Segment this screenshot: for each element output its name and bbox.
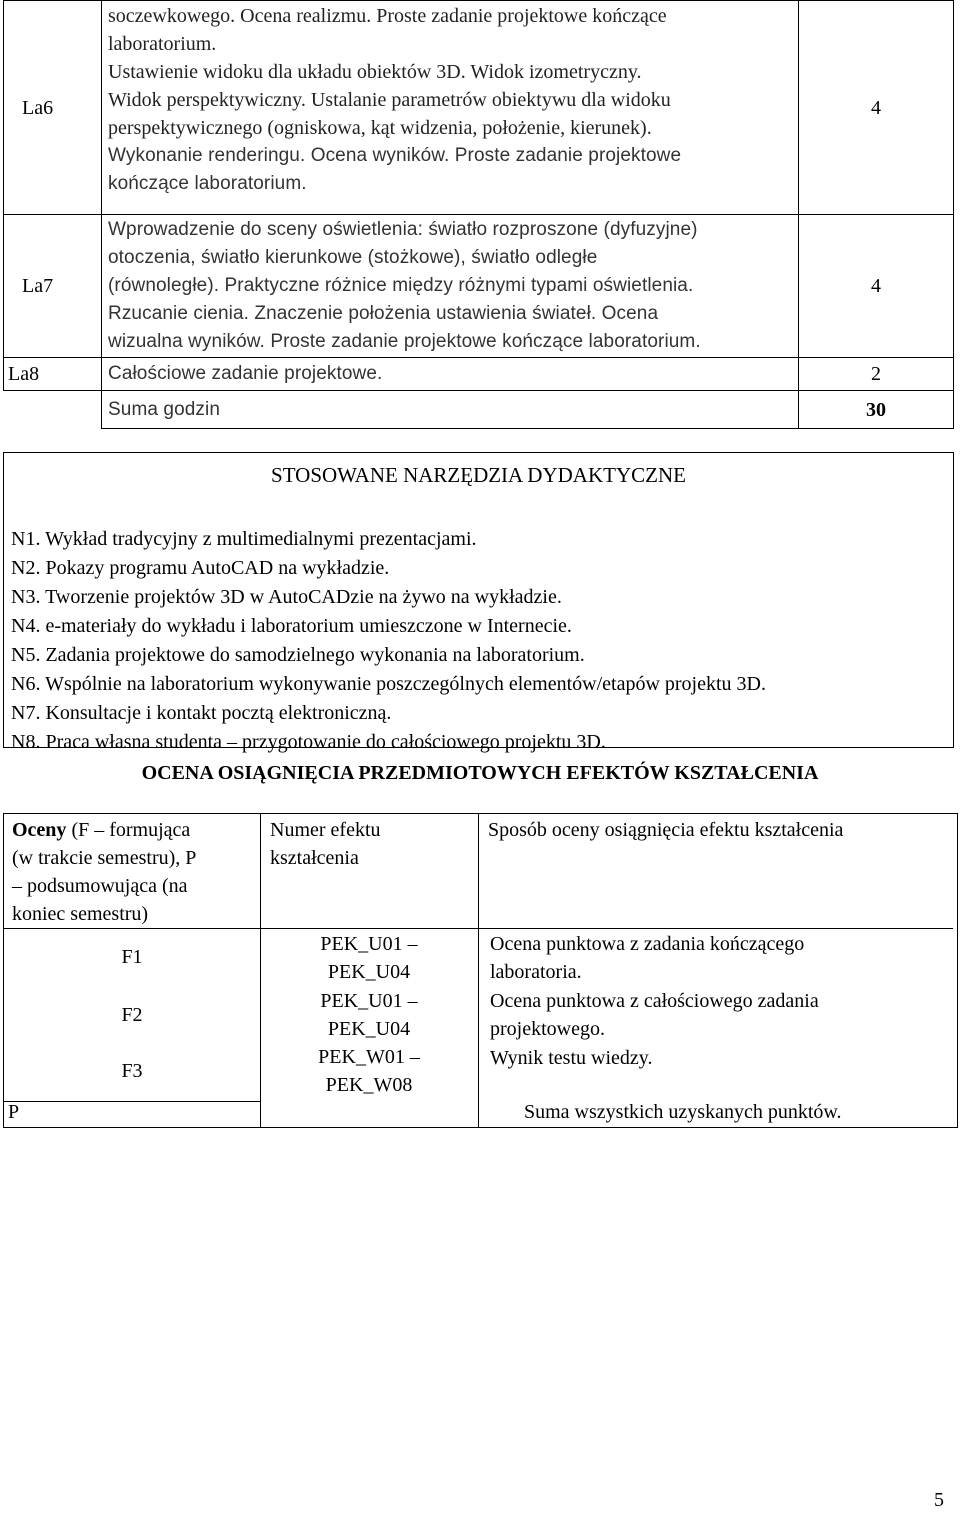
grade-text: P xyxy=(8,1101,20,1123)
header-bold: Oceny xyxy=(12,819,67,841)
effect-line: PEK_U04 xyxy=(327,961,411,983)
tools-list xyxy=(11,525,766,757)
list-item: N3. Tworzenie projektów 3D w AutoCADzie na żywo na wykładzie. xyxy=(11,586,562,608)
sum-hours-cell xyxy=(799,391,954,429)
text-line: wizualna wyników. Proste zadanie projektowe kończące laboratorium. xyxy=(108,331,701,352)
column-divider xyxy=(478,814,479,1127)
grade-f2 xyxy=(4,1001,260,1029)
text-line: Wykonanie renderingu. Ocena wyników. Proste zadanie projektowe xyxy=(108,145,682,166)
text-line: laboratorium. xyxy=(108,33,217,55)
sum-hours-value: 30 xyxy=(866,398,886,421)
lab-label: La7 xyxy=(22,275,54,297)
method-line: Ocena punktowa z całościowego zadania xyxy=(490,990,819,1012)
text-line: Całościowe zadanie projektowe. xyxy=(108,363,383,384)
hours-value: 2 xyxy=(871,363,881,385)
empty-cell xyxy=(4,391,102,429)
hours-value: 4 xyxy=(871,96,881,119)
table-row xyxy=(4,391,954,429)
text-line: otoczenia, światło kierunkowe (stożkowe), światło odległe xyxy=(108,247,598,268)
sum-label: Suma godzin xyxy=(108,399,221,420)
text-line: (równoległe). Praktyczne różnice między różnymi typami oświetlenia. xyxy=(108,275,694,296)
text-line: Ustawienie widoku dla układu obiektów 3D. Widok izometryczny. xyxy=(108,61,642,83)
method-row-1 xyxy=(490,930,950,986)
text-line: Widok perspektywiczny. Ustalanie parametrów obiektywu dla widoku xyxy=(108,89,671,111)
header-line: koniec semestru) xyxy=(12,903,149,925)
list-item: N1. Wykład tradycyjny z multimedialnymi prezentacjami. xyxy=(11,528,477,550)
table-row xyxy=(4,215,954,358)
table-row xyxy=(4,358,954,391)
effect-line: PEK_U04 xyxy=(327,1018,411,1040)
method-row-3 xyxy=(490,1044,950,1072)
section-title: STOSOWANE NARZĘDZIA DYDAKTYCZNE xyxy=(271,463,686,487)
hours-value: 4 xyxy=(871,275,881,297)
list-item: N7. Konsultacje i kontakt pocztą elektroniczną. xyxy=(11,702,392,724)
header-method xyxy=(488,816,948,844)
lab-description xyxy=(102,1,799,215)
method-line: Suma wszystkich uzyskanych punktów. xyxy=(524,1101,842,1123)
grade-p xyxy=(8,1098,19,1126)
list-item: N8. Praca własna studenta – przygotowanie do całościowego projektu 3D. xyxy=(11,731,606,753)
effect-row-1 xyxy=(260,930,478,986)
grade-f3 xyxy=(4,1057,260,1085)
method-line: Wynik testu wiedzy. xyxy=(490,1047,653,1069)
effect-row-2 xyxy=(260,987,478,1043)
list-item: N5. Zadania projektowe do samodzielnego wykonania na laboratorium. xyxy=(11,644,585,666)
method-final xyxy=(524,1098,944,1126)
text-line: Rzucanie cienia. Znaczenie położenia ustawienia świateł. Ocena xyxy=(108,303,659,324)
header-line: kształcenia xyxy=(270,847,359,869)
hours-cell xyxy=(799,358,954,391)
row-divider xyxy=(4,928,953,929)
list-item: N2. Pokazy programu AutoCAD na wykładzie. xyxy=(11,557,390,579)
grade-f1 xyxy=(4,943,260,971)
list-item: N4. e-materiały do wykładu i laboratorium umieszczone w Internecie. xyxy=(11,615,572,637)
lab-label: La6 xyxy=(22,96,54,119)
method-line: laboratoria. xyxy=(490,961,582,983)
grade-text: F3 xyxy=(121,1060,143,1082)
program-table xyxy=(3,0,954,429)
row-divider xyxy=(4,1101,260,1102)
effect-line: PEK_U01 – xyxy=(320,933,418,955)
lab-id-la6 xyxy=(4,1,102,215)
method-line: projektowego. xyxy=(490,1018,605,1040)
table-row xyxy=(4,1,954,215)
header-line: Sposób oceny osiągnięcia efektu kształcenia xyxy=(488,819,844,841)
section-title: OCENA OSIĄGNIĘCIA PRZEDMIOTOWYCH EFEKTÓW KSZTAŁCENIA xyxy=(141,762,819,784)
text-line: perspektywicznego (ogniskowa, kąt widzenia, położenie, kierunek). xyxy=(108,117,652,139)
lab-description xyxy=(102,215,799,358)
lab-id-la7 xyxy=(4,215,102,358)
lab-label: La8 xyxy=(8,363,40,385)
effect-line: PEK_W01 – xyxy=(318,1046,420,1068)
grade-text: F2 xyxy=(121,1004,143,1026)
sum-label-cell xyxy=(102,391,799,429)
header-effect-number xyxy=(270,816,470,872)
header-text: (F – formująca xyxy=(66,819,191,841)
method-row-2 xyxy=(490,987,950,1043)
header-line: Numer efektu xyxy=(270,819,381,841)
header-line: (w trakcie semestru), P xyxy=(12,847,197,869)
grade-text: F1 xyxy=(121,946,143,968)
header-line: – podsumowująca (na xyxy=(12,875,188,897)
lab-id-la8 xyxy=(4,358,102,391)
text-line: Wprowadzenie do sceny oświetlenia: światło rozproszone (dyfuzyjne) xyxy=(108,219,698,240)
text-line: kończące laboratorium. xyxy=(108,173,307,194)
teaching-tools-section xyxy=(3,452,954,753)
lab-description xyxy=(102,358,799,391)
method-line: Ocena punktowa z zadania kończącego xyxy=(490,933,805,955)
hours-cell xyxy=(799,1,954,215)
effect-line: PEK_U01 – xyxy=(320,990,418,1012)
effect-line: PEK_W08 xyxy=(325,1074,413,1096)
effect-row-3 xyxy=(260,1043,478,1099)
continued-text xyxy=(108,2,792,58)
page-number: 5 xyxy=(934,1489,944,1511)
la6-text xyxy=(108,58,792,198)
list-item: N6. Wspólnie na laboratorium wykonywanie poszczególnych elementów/etapów projektu 3D. xyxy=(11,673,766,695)
header-grades xyxy=(12,816,256,928)
evaluation-table xyxy=(3,813,958,1128)
hours-cell xyxy=(799,215,954,358)
header-line xyxy=(12,816,256,844)
text-line: soczewkowego. Ocena realizmu. Proste zadanie projektowe kończące xyxy=(108,5,667,27)
